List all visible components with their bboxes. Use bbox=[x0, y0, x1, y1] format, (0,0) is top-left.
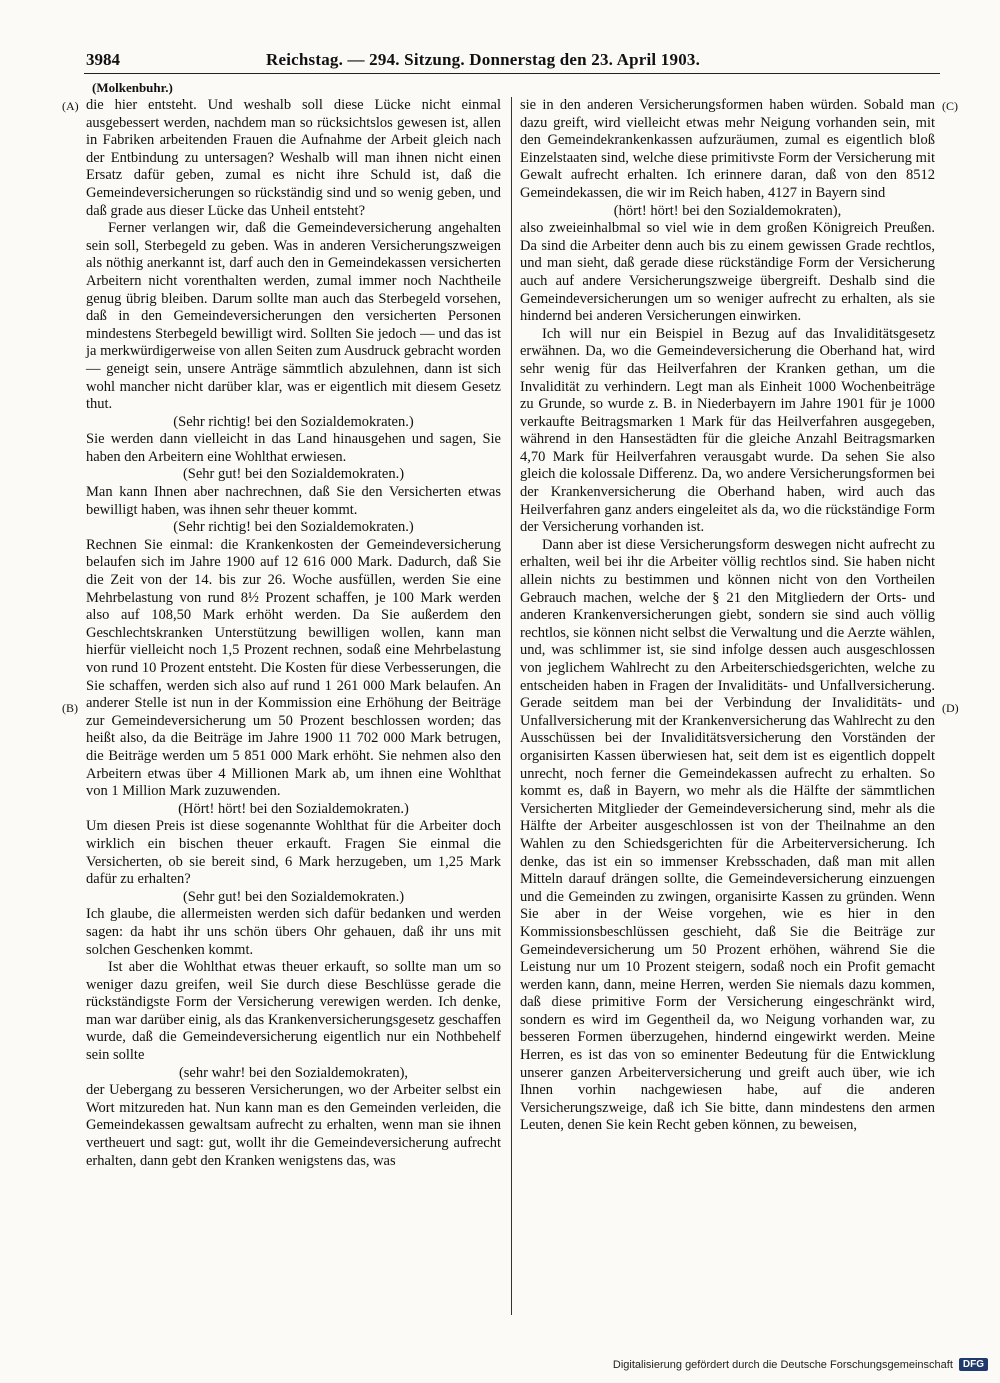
paragraph: Sie werden dann vielleicht in das Land hinausgehen und sagen, Sie haben den Arbeitern eine Wohlthat erwiesen. bbox=[86, 431, 501, 465]
interjection: (Sehr gut! bei den Sozialdemokraten.) bbox=[182, 888, 405, 905]
paragraph: Ich will nur ein Beispiel in Bezug auf das Invaliditätsgesetz erwähnen. Da, wo die Gemeindeversicherung die Oberhand hat, wird sehr wenig für das Heilverfahren der Kranken gethan, um die Invalidität zu verhindern. Legt man als Einheit 1000 Wochenbeiträge zu Grunde, so wurde z. B. in Niederbayern im Jahre 1901 für je 1000 verkaufte Beitragsmarken 1 Mark für das Heilverfahren ausgegeben, während in den Hansestädten für die gleiche Anzahl Beitragsmarken 4,70 Mark für Heilverfahren verausgabt wurde. Da sehen Sie also gleich die kolossale Differenz. Da, wo andere Versicherungsformen bei der Krankenversicherung die Oberhand haben, wird auch das Heilverfahren ganz anders eingeleitet als da, wo die rückständige Form der Versicherung vorhanden ist. bbox=[520, 325, 935, 536]
paragraph: Ist aber die Wohlthat etwas theuer erkauft, so sollte man um so weniger dazu greifen, weil Sie durch diese Beschlüsse gerade die rückständigste Form der Versicherung verewigen werden. Ich denke, man war darüber einig, als das Krankenversicherungsgesetz geschaffen wurde, daß die Gemeindeversicherung eigentlich nur ein Nothbehelf sein sollte bbox=[86, 959, 501, 1064]
interjection: (Hört! hört! bei den Sozialdemokraten.) bbox=[178, 800, 409, 817]
paragraph: der Uebergang zu besseren Versicherungen, wo der Arbeiter selbst ein Wort mitzureden hat. Nun kann man es den Gemeinden verleiden, die Gemeindekassen gewaltsam aufrecht zu erhalten, wenn man sie ihnen vertheuert und sagt: gut, wollt ihr die Gemeindeversicherung aufrecht erhalten, dann gebt den Kranken wenigstens das, was bbox=[86, 1082, 501, 1169]
column-divider bbox=[511, 97, 512, 1315]
interjection: (Sehr richtig! bei den Sozialdemokraten.) bbox=[173, 413, 414, 430]
margin-mark-c: (C) bbox=[942, 99, 958, 113]
right-column bbox=[520, 97, 935, 1135]
paragraph: Man kann Ihnen aber nachrechnen, daß Sie den Versicherten etwas bewilligt haben, was ihnen sehr theuer kommt. bbox=[86, 484, 501, 518]
footer bbox=[613, 1358, 988, 1371]
speaker-name: (Molkenbuhr.) bbox=[92, 80, 173, 95]
interjection: (Sehr gut! bei den Sozialdemokraten.) bbox=[182, 466, 405, 483]
interjection: (hört! hört! bei den Sozialdemokraten), bbox=[613, 202, 842, 219]
paragraph: Um diesen Preis ist diese sogenannte Wohlthat für die Arbeiter doch wirklich ein bischen theuer erkauft. Fragen Sie einmal die Versicherten, ob sie bereit sind, 6 Mark herzugeben, um 1,25 Mark dafür zu erhalten? bbox=[86, 818, 501, 888]
left-column bbox=[86, 97, 501, 1170]
page-number: 3984 bbox=[86, 50, 120, 69]
footer-credit: Digitalisierung gefördert durch die Deutsche Forschungsgemeinschaft bbox=[612, 1358, 953, 1371]
page-title: Reichstag. — 294. Sitzung. Donnerstag den 23. April 1903. bbox=[266, 50, 701, 69]
paragraph: die hier entsteht. Und weshalb soll diese Lücke nicht einmal ausgebessert werden, nachdem man so rücksichtslos gewesen ist, allen in Fabriken arbeitenden Frauen die Aufnahme der Arbeit gleich nach der Entbindung zu untersagen? Weshalb will man ihnen nicht einen Ersatz dafür geben, zumal es nicht ihre Schuld ist, daß die Gemeindeversicherungen so rückständig sind und so wenig geben, und daß grade aus dieser Lücke das Unheil entsteht? bbox=[86, 97, 501, 219]
margin-mark-a: (A) bbox=[62, 99, 79, 113]
margin-mark-b: (B) bbox=[62, 701, 78, 715]
header-rule bbox=[84, 73, 940, 74]
margin-mark-d: (D) bbox=[942, 701, 959, 715]
dfg-logo: DFG bbox=[959, 1358, 988, 1371]
paragraph: Ferner verlangen wir, daß die Gemeindeversicherung angehalten sein soll, Sterbegeld zu geben. Was in anderen Versicherungszweigen als nöthig anerkannt ist, darf auch den in Gemeindekassen versicherten Arbeitern nicht vorenthalten werden, zumal immer noch Nachtheile genug übrig bleiben. Darum sollte man auch das Sterbegeld vorsehen, daß in den Gemeindeversicherungen den versicherten Personen mindestens Sterbegeld bewilligt wird. Sollten Sie jedoch — und das ist ja merkwürdigerweise von allen Seiten zum Ausdruck gebracht worden — geneigt sein, unsere Anträge sämmtlich abzulehnen, dann ist sich wohl mancher nicht darüber klar, was er eigentlich mit diesem Gesetz thut. bbox=[86, 220, 501, 413]
interjection: (Sehr richtig! bei den Sozialdemokraten.) bbox=[173, 519, 414, 536]
paragraph: Ich glaube, die allermeisten werden sich dafür bedanken und werden sagen: da habt ihr uns schön übers Ohr gehauen, daß ihr uns mit solchen Geschenken kommt. bbox=[86, 906, 501, 958]
interjection: (sehr wahr! bei den Sozialdemokraten), bbox=[178, 1064, 409, 1081]
paragraph: Rechnen Sie einmal: die Krankenkosten der Gemeindeversicherung belaufen sich im Jahre 1900 auf 12 616 000 Mark. Dadurch, daß Sie die Zeit von der 14. bis zur 26. Woche ausfüllen, werden Sie eine Mehrbelastung von rund 8½ Prozent schaffen, je 100 Mark werden also auf 108,50 Mark erhöht werden. Da Sie außerdem den Geschlechtskranken Unterstützung bewilligen wollen, kann man hierfür vielleicht noch 1,5 Prozent rechnen, sodaß eine Mehrbelastung von rund 10 Prozent entsteht. Die Kosten für diese Verbesserungen, die Sie schaffen, werden sich also auf rund 1 261 000 Mark belaufen. An anderer Stelle ist nun in der Kommission eine Erhöhung der Beiträge zur Gemeindeversicherung um 50 Prozent beschlossen worden; das heißt also, da die Beiträge im Jahre 1900 11 702 000 Mark betrugen, die Beiträge werden um 5 851 000 Mark erhöht. Sie nehmen also den Arbeitern etwas über 4 Millionen Mark ab, um ihnen eine Wohlthat von 1 Million Mark zuzuwenden. bbox=[86, 536, 501, 800]
paragraph: sie in den anderen Versicherungsformen haben würden. Sobald man dazu greift, wird vielleicht etwas mehr Neigung vorhanden sein, mit den Gemeindekrankenkassen aufzuräumen, zumal es eigentlich bloß Einzelstaaten sind, welche diese primitivste Form der Versicherung mit Gewalt aufrecht erhalten. Ich erinnere daran, daß von den 8512 Gemeindekassen, die wir im Reich haben, 4127 in Bayern sind bbox=[520, 97, 935, 201]
page-header bbox=[86, 50, 936, 74]
paragraph: Dann aber ist diese Versicherungsform deswegen nicht aufrecht zu erhalten, weil bei ihr die Arbeiter völlig rechtlos sind. Sie haben nicht allein nichts zu bestimmen und können nicht von den Vortheilen Gebrauch machen, welche der § 21 den Mitgliedern der Orts- und anderen Krankenversicherungen giebt, sondern sie sind auch völlig rechtlos, sie können nicht selbst die Verwaltung und die Aerzte wählen, und, was schlimmer ist, sie sind infolge dessen auch ausgeschlossen von jeglichem Wahlrecht zu den Arbeiterschiedsgerichten, welche zu entscheiden haben in Fragen der Invaliditäts- und Unfallversicherung. Gerade seitdem man bei der Verbindung der Invaliditäts- und Unfallversicherung mit der Krankenversicherung das Wahlrecht zu den Ausschüssen bei der Invaliditätsversicherung den Vorständen der organisirten Kassen überwiesen hat, seit dem ist es eigentlich doppelt unrecht, noch ferner die Gemeindekassen aufrecht zu erhalten. So kommt es, daß in Bayern, wo mehr als die Hälfte der sämmtlichen Versicherten Mitglieder der Gemeindeversicherung sind, mehr als die Hälfte der Arbeiter ausgeschlossen ist von der Theilnahme an den Wahlen zu den Schiedsgerichten für die Arbeiterversicherung. Ich denke, das ist ein so immenser Krebsschaden, daß man mit allen Mitteln darauf drängen sollte, die Gemeindeversicherung einzuengen und die Gemeinden zu zwingen, organisirte Kassen zu gründen. Wenn Sie aber in der Weise vorgehen, wie es hier in den Kommissionsbeschlüssen geschieht, daß Sie die Beiträge zur Gemeindeversicherung um 50 Prozent erhöhen, während Sie die Leistung nur um 10 Prozent steigern, sodaß noch ein Profit gemacht werden kann, dann, meine Herren, werden Sie niemals dazu kommen, daß diese primitive Form der Versicherung eingeschränkt wird, sondern es wird im Gegentheil da, wo Neigung vorhanden war, zu besseren Formen überzugehen, hindernd eingewirkt werden. Meine Herren, es ist das von so eminenter Bedeutung für die Entwicklung unserer ganzen Arbeiterversicherung und greift auch über, wie ich Ihnen vorhin nachgewiesen habe, auf die anderen Versicherungszweige, daß ich Sie bitte, dann mindestens den armen Leuten, denen Sie kein Recht geben können, zu beweisen, bbox=[520, 536, 935, 1134]
paragraph: also zweieinhalbmal so viel wie in dem großen Königreich Preußen. Da sind die Arbeiter denn auch bis zu einem gewissen Grade rechtlos, und man sieht, daß gerade diese rückständige Form der Versicherung auch auf andere Versicherungszweige übergreift. Deshalb sind die Gemeindeversicherungen um so weniger aufrecht zu erhalten, als sie hindernd bei anderen Versicherungen einwirken. bbox=[520, 220, 935, 325]
